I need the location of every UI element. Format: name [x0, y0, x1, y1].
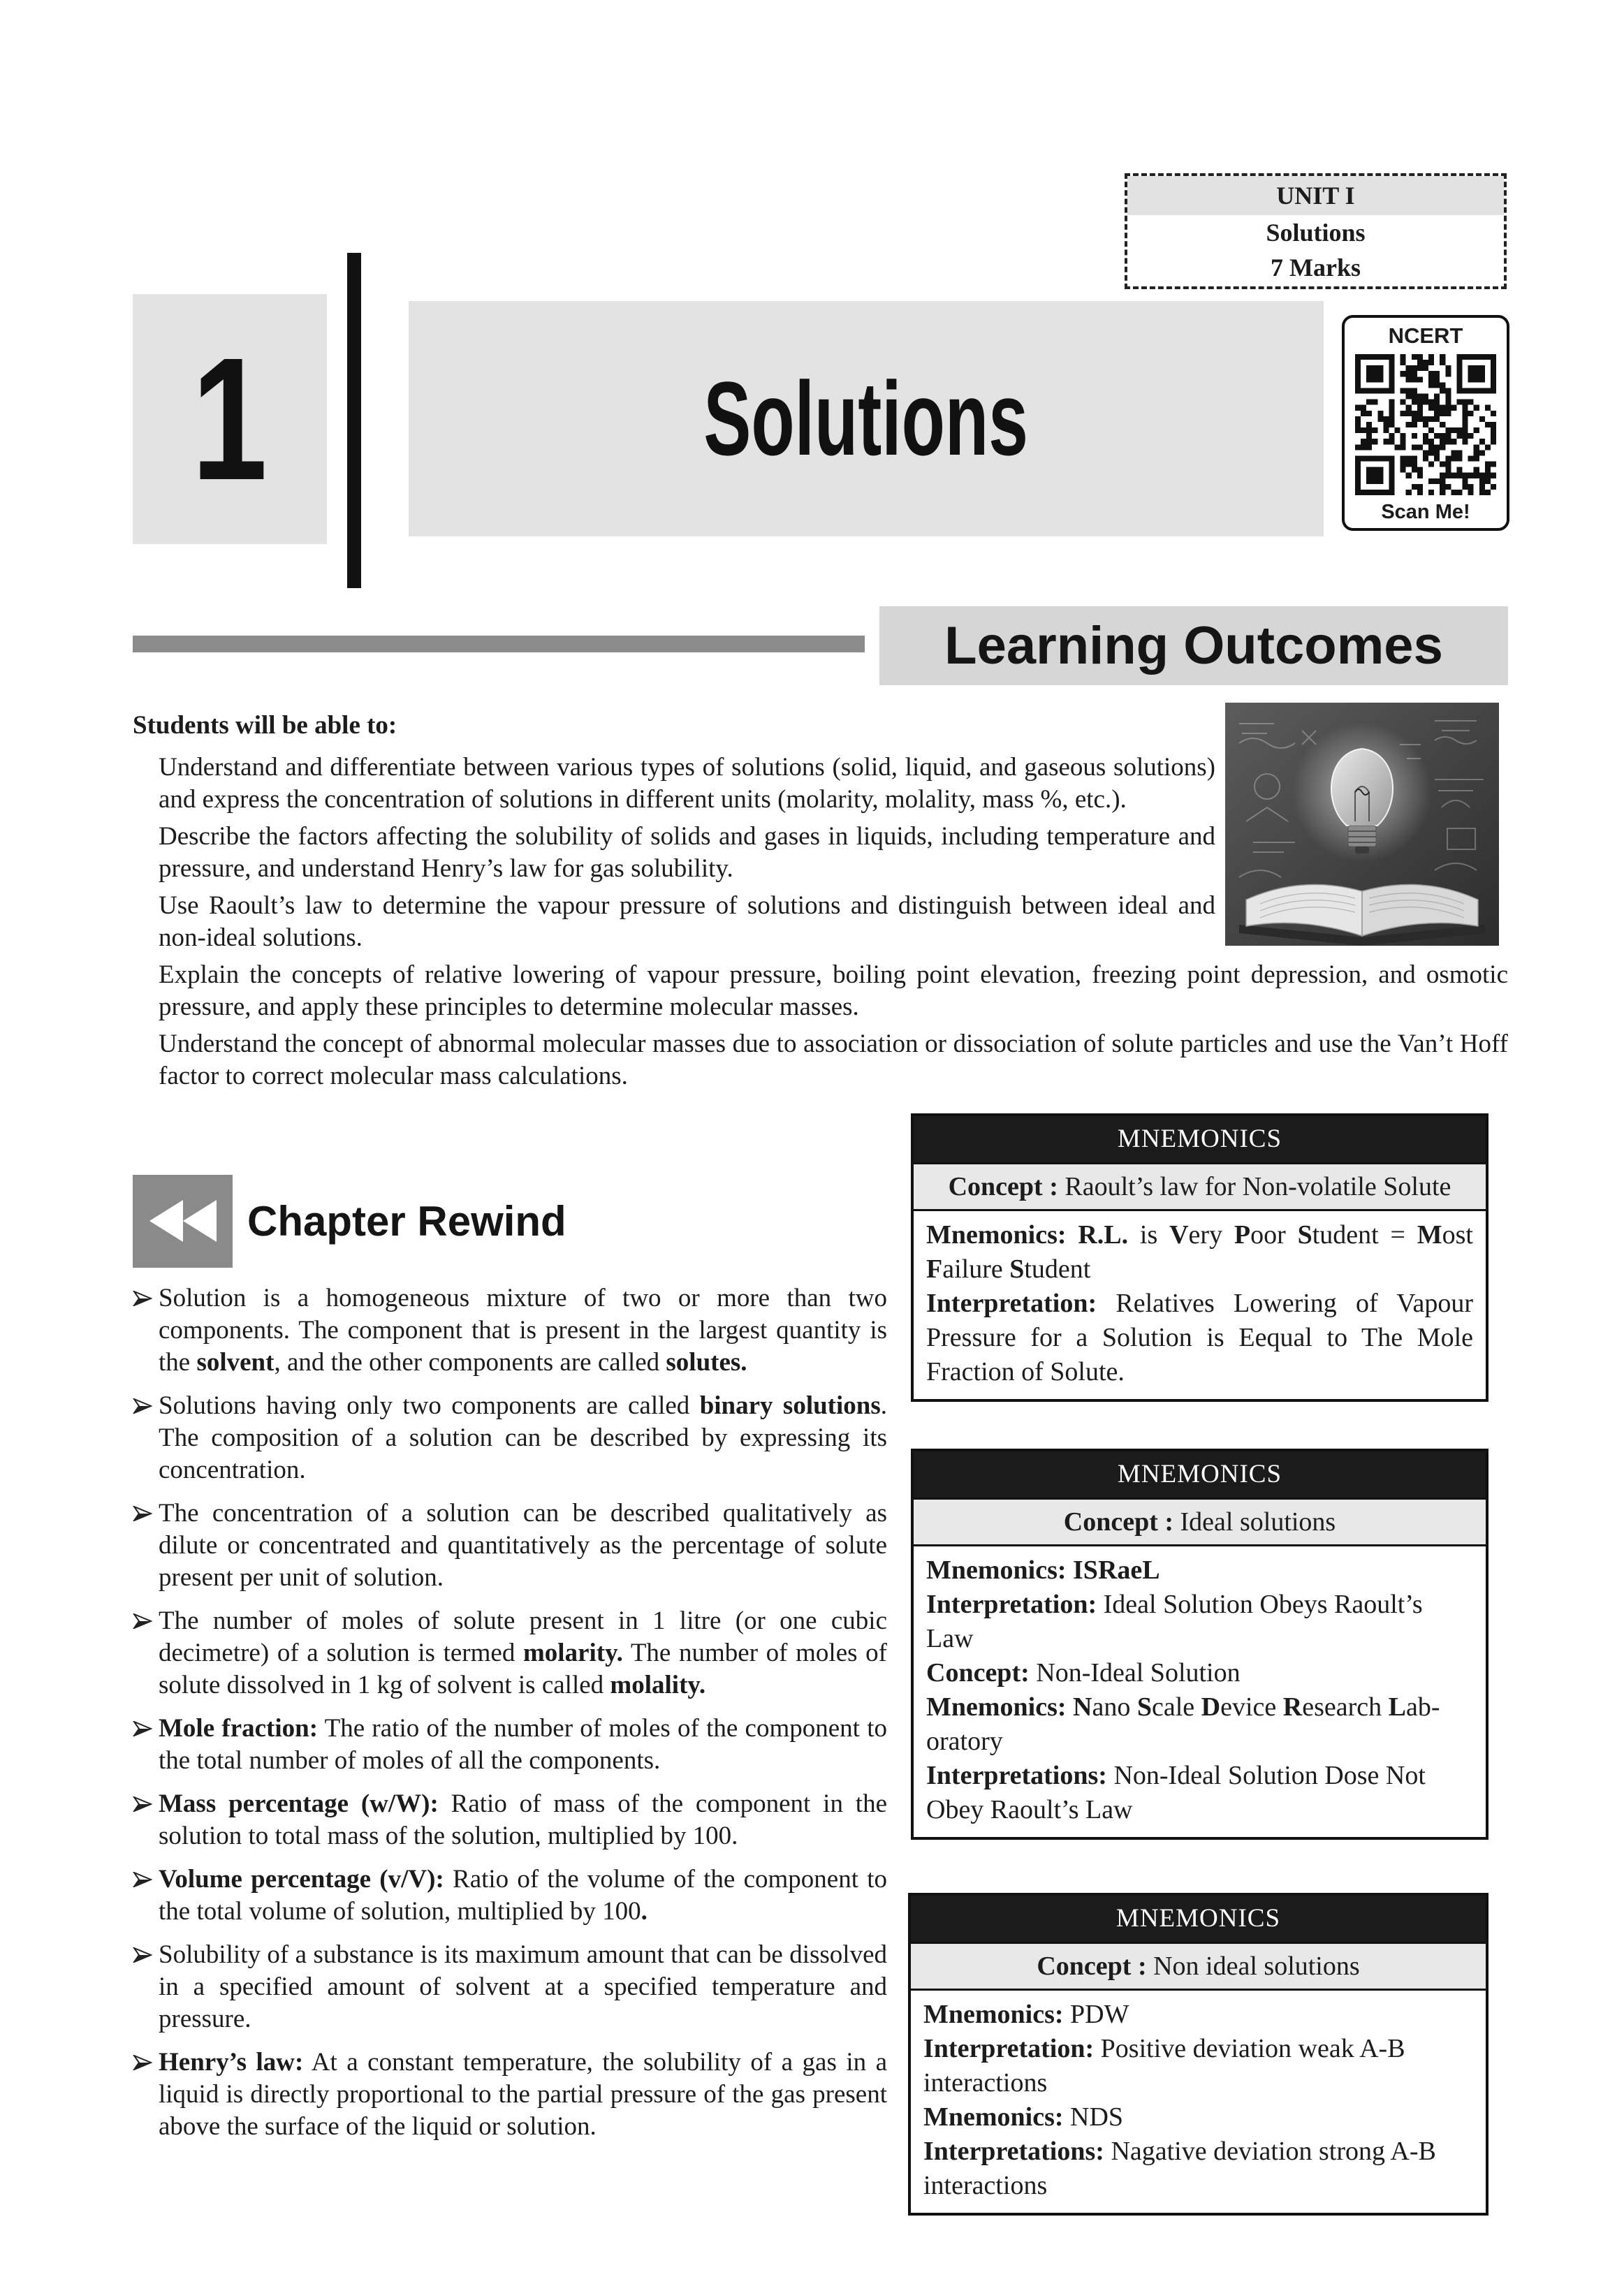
bold-text: Concept :: [1037, 1952, 1147, 1981]
bold-text: Concept :: [1063, 1507, 1174, 1537]
text-run: Raoult’s law for Non-volatile Solute: [1058, 1172, 1451, 1201]
text-run: ano: [1092, 1692, 1137, 1722]
unit-subject: Solutions: [1266, 219, 1366, 247]
rewind-icon: [133, 1175, 233, 1268]
arrowhead-bullet-icon: [133, 2055, 152, 2070]
mnemonics-line: [926, 1759, 1473, 1827]
text-run: ailure: [942, 1254, 1010, 1284]
learning-outcome-item: Understand the concept of abnormal molecular masses due to association or dissociation of solute particles and use the Van’t Hoff factor to correct molecular mass calculations.: [159, 1030, 1508, 1090]
text-run: Ideal Solution Obeys Raoult’s Law: [926, 1590, 1423, 1653]
learning-outcome-item: Use Raoult’s law to determine the vapour pressure of solutions and distinguish between ideal and non-ideal solutions.: [159, 891, 1215, 952]
learning-outcomes-intro: Students will be able to:: [133, 711, 397, 740]
qr-top-label: NCERT: [1388, 323, 1463, 348]
bold-text: Interpretations:: [926, 1761, 1107, 1790]
mnemonics-line: [926, 1553, 1473, 1588]
learning-outcomes-banner: [879, 606, 1508, 685]
text-run: Ratio of the volume of the component to the total volume of solution, multiplied by 100: [159, 1865, 888, 1926]
unit-marks: 7 Marks: [1271, 254, 1361, 281]
mnemonics-body: [914, 1211, 1486, 1399]
text-run: ost: [1442, 1220, 1473, 1250]
text-run: aboratory: [926, 1692, 1440, 1756]
bullet-text: [159, 1789, 887, 1850]
section-rule: [133, 636, 865, 652]
list-item: [133, 1282, 887, 1379]
bold-text: S: [1297, 1220, 1312, 1250]
bold-text: S: [1136, 1692, 1152, 1722]
bold-text: Mass percentage (w/W):: [159, 1789, 439, 1818]
list-item: [133, 2047, 887, 2143]
text-run: is: [1128, 1220, 1170, 1250]
chapter-title: Solutions: [703, 360, 1029, 477]
bold-text: D: [1201, 1692, 1221, 1722]
arrowhead-bullet-icon: [133, 1947, 152, 1963]
bold-text: binary solutions: [699, 1391, 881, 1420]
mnemonics-line: [923, 2100, 1473, 2135]
list-item: [133, 1713, 887, 1777]
bold-text: Mnemonics: R.L.: [926, 1220, 1129, 1250]
bold-text: M: [1417, 1220, 1442, 1250]
learning-outcomes-list: [159, 752, 1508, 1097]
text-run: evice: [1220, 1692, 1283, 1722]
bold-text: Interpretation:: [926, 1590, 1097, 1619]
text-run: tudent: [1024, 1254, 1091, 1284]
text-run: Solutions having only two components are called: [159, 1391, 700, 1420]
bold-text: molality.: [610, 1671, 706, 1699]
learning-outcomes-heading: Learning Outcomes: [944, 616, 1443, 675]
mnemonics-concept: [911, 1942, 1486, 1991]
mnemonics-box: [911, 1113, 1488, 1402]
bold-text: molarity.: [522, 1639, 623, 1667]
bold-text: solvent: [196, 1348, 275, 1377]
text-run: Nagative deviation strong A-B interactions: [923, 2137, 1436, 2200]
learning-outcome-item: Explain the concepts of relative lowering of vapour pressure, boiling point elevation, freezing point depression, and osmotic pressure, and apply these principles to determine molecular masses.: [159, 960, 1508, 1021]
bold-text: Interpretation:: [926, 1289, 1097, 1318]
bullet-text: [159, 1865, 887, 1926]
text-run: The ratio of the number of moles of the component to the total number of moles of all the components.: [159, 1714, 887, 1775]
bullet-text: [159, 1940, 887, 2033]
mnemonics-body: [914, 1546, 1486, 1837]
vertical-divider: [347, 253, 361, 588]
text-run: Non ideal solutions: [1146, 1952, 1360, 1981]
list-item: [133, 1390, 887, 1486]
mnemonics-line: [923, 2032, 1473, 2100]
text-run: oor: [1250, 1220, 1298, 1250]
bold-text: Mnemonics:: [923, 2000, 1064, 2029]
arrowhead-bullet-icon: [133, 1872, 152, 1887]
text-run: The number of moles of solute present in 1 litre (or one cubic decimetre) of a solution is termed: [159, 1606, 887, 1667]
list-item: [133, 1498, 887, 1594]
arrowhead-bullet-icon: [133, 1506, 152, 1521]
text-run: The number of moles of solute dissolved in 1 kg of solvent is called: [159, 1639, 887, 1699]
chapter-number-box: [133, 294, 327, 544]
bullet-text: [159, 1284, 887, 1377]
text-run: Ideal solutions: [1173, 1507, 1336, 1537]
chapter-number: 1: [191, 321, 268, 516]
bold-text: L: [1388, 1692, 1406, 1722]
bold-text: Mnemonics: ISRaeL: [926, 1555, 1160, 1585]
mnemonics-line: [926, 1287, 1473, 1389]
text-run: NDS: [1063, 2102, 1124, 2132]
text-run: Solubility of a substance is its maximum amount that can be dissolved in a specified amount of solvent at a specified temperature and pressure.: [159, 1940, 887, 2033]
qr-bottom-label: Scan Me!: [1381, 501, 1470, 523]
mnemonics-box: [911, 1449, 1488, 1840]
text-run: Positive deviation weak A-B interactions: [923, 2034, 1405, 2098]
bold-text: R: [1282, 1692, 1303, 1722]
bold-text: V: [1169, 1220, 1189, 1250]
bold-text: Mole fraction:: [159, 1714, 319, 1743]
arrowhead-bullet-icon: [133, 1613, 152, 1629]
text-run: tudent =: [1312, 1220, 1417, 1250]
text-run: Relatives Lowering of Vapour Pressure for a Solution is Eequal to The Mole Fraction of Solute.: [926, 1289, 1473, 1386]
qr-code-icon[interactable]: [1355, 354, 1496, 495]
mnemonics-line: [923, 2135, 1473, 2203]
text-run: PDW: [1063, 2000, 1129, 2029]
mnemonics-line: [926, 1656, 1473, 1690]
bullet-text: [159, 1391, 887, 1484]
text-run: . The composition of a solution can be described by expressing its concentration.: [159, 1391, 887, 1484]
unit-info-box: [1125, 173, 1507, 289]
bold-text: S: [1009, 1254, 1025, 1284]
list-item: [133, 1939, 887, 2035]
text-run: Solution is a homogeneous mixture of two or more than two components. The component that is present in the largest quantity is the: [159, 1284, 887, 1377]
mnemonics-body: [911, 1991, 1486, 2213]
bullet-text: [159, 1714, 887, 1775]
text-run: ery: [1188, 1220, 1234, 1250]
arrowhead-bullet-icon: [133, 1398, 152, 1414]
bold-text: P: [1234, 1220, 1251, 1250]
mnemonics-header: MNEMONICS: [914, 1451, 1486, 1498]
qr-code-card[interactable]: [1342, 315, 1509, 531]
chapter-rewind-heading: Chapter Rewind: [247, 1198, 566, 1245]
mnemonics-line: [926, 1588, 1473, 1656]
bold-text: Henry’s law:: [159, 2048, 304, 2077]
bold-text: solutes.: [666, 1348, 747, 1377]
text-run: , and the other components are called: [274, 1348, 666, 1377]
learning-outcome-item: Understand and differentiate between various types of solutions (solid, liquid, and gaseous solutions) and express the concentration of solutions in different units (molarity, molality, mass %, etc.).: [159, 753, 1215, 814]
list-item: [133, 1864, 887, 1928]
bold-text: Volume percentage (v/V):: [159, 1865, 444, 1894]
list-item: [133, 1605, 887, 1701]
mnemonics-line: [926, 1690, 1473, 1759]
text-run: esearch: [1302, 1692, 1389, 1722]
text-run: Non-Ideal Solution Dose Not Obey Raoult’s Law: [926, 1761, 1426, 1824]
chapter-rewind-list: [133, 1282, 887, 2154]
bold-text: Concept:: [926, 1658, 1030, 1688]
list-item: [133, 1788, 887, 1852]
text-run: Non-Ideal Solution: [1029, 1658, 1241, 1688]
text-run: Ratio of mass of the component in the solution to total mass of the solution, multiplied by 100.: [159, 1789, 887, 1850]
bullet-text: [159, 2048, 887, 2141]
bullet-text: [159, 1499, 887, 1592]
learning-outcome-item: Describe the factors affecting the solubility of solids and gases in liquids, including temperature and pressure, and understand Henry’s law for gas solubility.: [159, 822, 1215, 883]
arrowhead-bullet-icon: [133, 1796, 152, 1812]
text-run: At a constant temperature, the solubility of a gas in a liquid is directly proportional to the partial pressure of the gas present above the surface of the liquid or solution.: [159, 2048, 888, 2141]
arrowhead-bullet-icon: [133, 1291, 152, 1306]
bold-text: .: [641, 1897, 648, 1926]
text-run: The concentration of a solution can be described qualitatively as dilute or concentrated and quantitatively as the percentage of solute present per unit of solution.: [159, 1499, 887, 1592]
arrowhead-bullet-icon: [133, 1721, 152, 1736]
bold-text: Interpretations:: [923, 2137, 1104, 2166]
mnemonics-concept: [914, 1162, 1486, 1211]
bold-text: Concept :: [948, 1172, 1058, 1201]
text-run: cale: [1152, 1692, 1201, 1722]
mnemonics-line: [926, 1218, 1473, 1287]
mnemonics-concept: [914, 1498, 1486, 1546]
bold-text: N: [1073, 1692, 1092, 1722]
mnemonics-box: [908, 1893, 1488, 2216]
mnemonics-header: MNEMONICS: [914, 1116, 1486, 1162]
bold-text: Interpretation:: [923, 2034, 1095, 2063]
bullet-text: [159, 1606, 887, 1699]
bold-text: F: [926, 1254, 943, 1284]
mnemonics-header: MNEMONICS: [911, 1896, 1486, 1942]
mnemonics-line: [923, 1998, 1473, 2032]
bold-text: Mnemonics:: [926, 1692, 1074, 1722]
unit-label: UNIT I: [1127, 176, 1504, 215]
bold-text: Mnemonics:: [923, 2102, 1064, 2132]
chapter-title-box: [409, 301, 1324, 536]
